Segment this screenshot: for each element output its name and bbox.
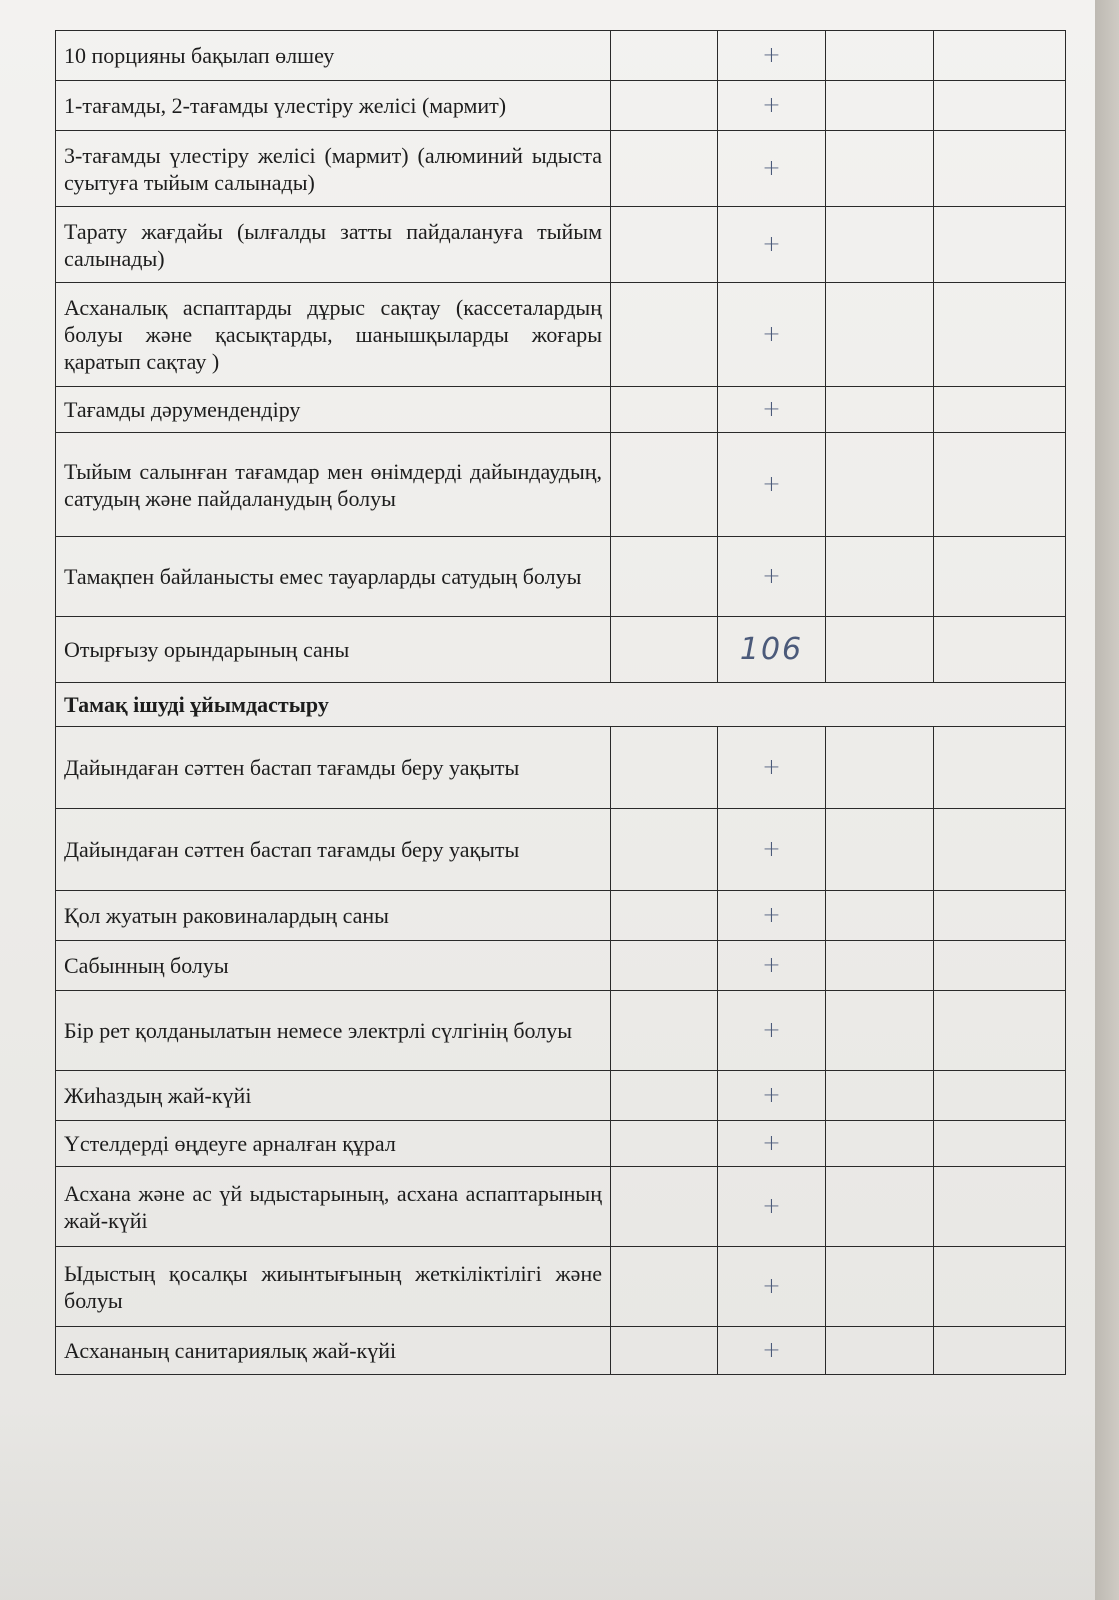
cell-empty: [934, 1167, 1066, 1247]
criterion-label: Тағамды дәрумендендіру: [56, 387, 611, 433]
check-mark: +: [718, 727, 826, 809]
cell-empty: [611, 207, 718, 283]
table-row: [56, 433, 1066, 537]
table-row: [56, 1247, 1066, 1327]
table-row: [56, 941, 1066, 991]
cell-empty: [611, 891, 718, 941]
cell-empty: [611, 941, 718, 991]
cell-empty: [826, 537, 934, 617]
cell-empty: [826, 387, 934, 433]
check-mark: +: [718, 1121, 826, 1167]
criterion-label: Ыдыстың қосалқы жиынтығының жеткіліктілігі және болуы: [56, 1247, 611, 1327]
cell-empty: [934, 891, 1066, 941]
table-row: [56, 537, 1066, 617]
cell-empty: [826, 891, 934, 941]
criterion-label: Жиһаздың жай-күйі: [56, 1071, 611, 1121]
cell-empty: [934, 283, 1066, 387]
cell-empty: [826, 1071, 934, 1121]
check-mark: +: [718, 81, 826, 131]
cell-empty: [611, 1121, 718, 1167]
check-mark: +: [718, 537, 826, 617]
section-title: Тамақ ішуді ұйымдастыру: [56, 683, 1066, 727]
table-row: [56, 809, 1066, 891]
cell-empty: [826, 283, 934, 387]
cell-empty: [826, 433, 934, 537]
table-row: [56, 131, 1066, 207]
table-row: [56, 617, 1066, 683]
criterion-label: Тамақпен байланысты емес тауарларды сатудың болуы: [56, 537, 611, 617]
cell-empty: [611, 991, 718, 1071]
cell-empty: [611, 81, 718, 131]
check-mark: +: [718, 387, 826, 433]
check-mark: +: [718, 991, 826, 1071]
check-mark: +: [718, 891, 826, 941]
cell-empty: [826, 941, 934, 991]
table-row: [56, 1121, 1066, 1167]
cell-empty: [934, 537, 1066, 617]
cell-empty: [934, 991, 1066, 1071]
check-mark: +: [718, 941, 826, 991]
cell-empty: [934, 1121, 1066, 1167]
table-row: [56, 81, 1066, 131]
table-row: [56, 727, 1066, 809]
check-mark: +: [718, 1327, 826, 1375]
table-row: [56, 1327, 1066, 1375]
cell-empty: [934, 31, 1066, 81]
cell-empty: [934, 1071, 1066, 1121]
inspection-table: [55, 30, 1066, 1375]
cell-empty: [826, 617, 934, 683]
criterion-label: Дайындаған сәттен бастап тағамды беру уақыты: [56, 809, 611, 891]
cell-empty: [826, 991, 934, 1071]
cell-empty: [611, 1327, 718, 1375]
cell-empty: [826, 1247, 934, 1327]
cell-empty: [611, 727, 718, 809]
table-row: [56, 207, 1066, 283]
criterion-label: Сабынның болуы: [56, 941, 611, 991]
cell-empty: [934, 387, 1066, 433]
cell-empty: [826, 1121, 934, 1167]
table-row: [56, 1167, 1066, 1247]
cell-empty: [611, 387, 718, 433]
cell-empty: [934, 1327, 1066, 1375]
criterion-label: Асхананың санитариялық жай-күйі: [56, 1327, 611, 1375]
criterion-label: Тыйым салынған тағамдар мен өнімдерді дайындаудың, сатудың және пайдаланудың болуы: [56, 433, 611, 537]
cell-empty: [934, 617, 1066, 683]
cell-empty: [934, 433, 1066, 537]
criterion-label: 3-тағамды үлестіру желісі (мармит) (алюминий ыдыста суытуға тыйым салынады): [56, 131, 611, 207]
criterion-label: Үстелдерді өңдеуге арналған құрал: [56, 1121, 611, 1167]
handwritten-number: 106: [718, 617, 826, 683]
criterion-label: Асханалық аспаптарды дұрыс сақтау (кассеталардың болуы және қасықтарды, шанышқыларды жоғары қаратып сақтау ): [56, 283, 611, 387]
check-mark: +: [718, 283, 826, 387]
cell-empty: [611, 1071, 718, 1121]
cell-empty: [934, 131, 1066, 207]
cell-empty: [611, 1167, 718, 1247]
cell-empty: [934, 1247, 1066, 1327]
table-row: [56, 31, 1066, 81]
cell-empty: [826, 727, 934, 809]
cell-empty: [611, 283, 718, 387]
cell-empty: [934, 809, 1066, 891]
cell-empty: [611, 31, 718, 81]
cell-empty: [826, 131, 934, 207]
table-row: [56, 1071, 1066, 1121]
criterion-label: 10 порцияны бақылап өлшеу: [56, 31, 611, 81]
criterion-label: Отырғызу орындарының саны: [56, 617, 611, 683]
cell-empty: [934, 941, 1066, 991]
cell-empty: [934, 81, 1066, 131]
cell-empty: [611, 809, 718, 891]
cell-empty: [611, 617, 718, 683]
check-mark: +: [718, 1071, 826, 1121]
check-mark: +: [718, 207, 826, 283]
criterion-label: Бір рет қолданылатын немесе электрлі сүлгінің болуы: [56, 991, 611, 1071]
cell-empty: [826, 809, 934, 891]
check-mark: +: [718, 1247, 826, 1327]
cell-empty: [826, 81, 934, 131]
check-mark: +: [718, 31, 826, 81]
cell-empty: [826, 1327, 934, 1375]
section-row: [56, 683, 1066, 727]
criterion-label: Қол жуатын раковиналардың саны: [56, 891, 611, 941]
criterion-label: 1-тағамды, 2-тағамды үлестіру желісі (мармит): [56, 81, 611, 131]
table-row: [56, 387, 1066, 433]
criterion-label: Асхана және ас үй ыдыстарының, асхана аспаптарының жай-күйі: [56, 1167, 611, 1247]
check-mark: +: [718, 433, 826, 537]
cell-empty: [826, 1167, 934, 1247]
cell-empty: [611, 537, 718, 617]
criterion-label: Тарату жағдайы (ылғалды затты пайдалануға тыйым салынады): [56, 207, 611, 283]
cell-empty: [934, 727, 1066, 809]
table-row: [56, 991, 1066, 1071]
table-row: [56, 283, 1066, 387]
table-row: [56, 891, 1066, 941]
cell-empty: [826, 207, 934, 283]
cell-empty: [934, 207, 1066, 283]
cell-empty: [611, 131, 718, 207]
cell-empty: [826, 31, 934, 81]
check-mark: +: [718, 1167, 826, 1247]
cell-empty: [611, 433, 718, 537]
criterion-label: Дайындаған сәттен бастап тағамды беру уақыты: [56, 727, 611, 809]
check-mark: +: [718, 131, 826, 207]
cell-empty: [611, 1247, 718, 1327]
sheet-edge: [1095, 0, 1119, 1600]
check-mark: +: [718, 809, 826, 891]
